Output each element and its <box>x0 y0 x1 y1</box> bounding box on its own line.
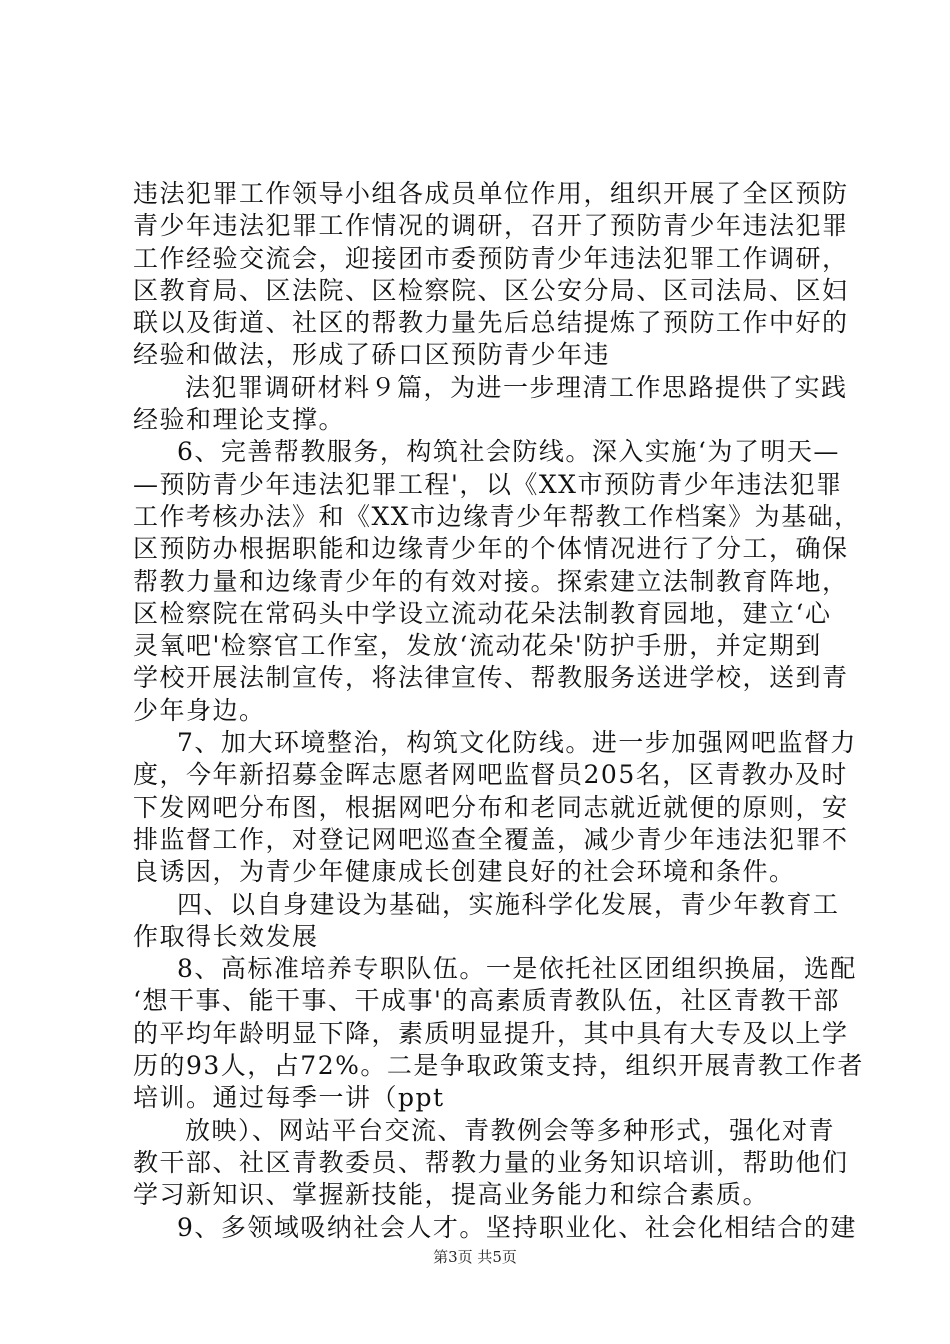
text-line: 灵氧吧'检察官工作室，发放‘流动花朵'防护手册，并定期到 <box>133 631 822 661</box>
text-line: 法犯罪调研材料９篇，为进一步理清工作思路提供了实践 <box>185 372 848 402</box>
text-line: 作取得长效发展 <box>133 921 319 951</box>
text-line: 区教育局、区法院、区检察院、区公安分局、区司法局、区妇 <box>133 275 849 305</box>
text-line: 帮教力量和边缘青少年的有效对接。探索建立法制教育阵地， <box>133 566 849 596</box>
text-line: 6、完善帮教服务，构筑社会防线。深入实施‘为了明天— <box>177 437 840 467</box>
text-line: 良诱因，为青少年健康成长创建良好的社会环境和条件。 <box>133 857 796 887</box>
text-line: 7、加大环境整治，构筑文化防线。进一步加强网吧监督力 <box>177 728 857 758</box>
text-line: 经验和做法，形成了硚口区预防青少年违 <box>133 340 611 370</box>
text-line: 教干部、社区青教委员、帮教力量的业务知识培训，帮助他们 <box>133 1147 849 1177</box>
text-line: 工作考核办法》和《XX市边缘青少年帮教工作档案》为基础， <box>133 501 861 531</box>
text-line: 培训。通过每季一讲（ppt <box>133 1083 445 1113</box>
text-line: 工作经验交流会，迎接团市委预防青少年违法犯罪工作调研， <box>133 243 849 273</box>
body-text <box>133 178 864 1244</box>
text-line: ‘想干事、能干事、干成事'的高素质青教队伍，社区青教干部 <box>133 986 840 1016</box>
text-line: 8、高标准培养专职队伍。一是依托社区团组织换届，选配 <box>177 954 857 984</box>
text-line: 下发网吧分布图，根据网吧分布和老同志就近就便的原则，安 <box>133 792 849 822</box>
text-line: 度，今年新招募金晖志愿者网吧监督员205名，区青教办及时 <box>133 760 848 790</box>
text-line: 青少年违法犯罪工作情况的调研，召开了预防青少年违法犯罪 <box>133 211 849 241</box>
text-line: 经验和理论支撑。 <box>133 405 346 435</box>
text-line: 少年身边。 <box>133 695 266 725</box>
text-line: 历的93人，占72%。二是争取政策支持，组织开展青教工作者 <box>133 1051 864 1081</box>
text-line: 9、多领域吸纳社会人才。坚持职业化、社会化相结合的建 <box>177 1212 857 1242</box>
text-line: —预防青少年违法犯罪工程'，以《XX市预防青少年违法犯罪 <box>133 469 843 499</box>
text-line: 学校开展法制宣传，将法律宣传、帮教服务送进学校，送到青 <box>133 663 849 693</box>
text-line: 区检察院在常码头中学设立流动花朵法制教育园地，建立‘心 <box>133 598 832 628</box>
text-line: 的平均年龄明显下降，素质明显提升，其中具有大专及以上学 <box>133 1018 849 1048</box>
text-line: 学习新知识、掌握新技能，提高业务能力和综合素质。 <box>133 1180 770 1210</box>
text-line: 排监督工作，对登记网吧巡查全覆盖，减少青少年违法犯罪不 <box>133 824 849 854</box>
text-line: 四、以自身建设为基础，实施科学化发展，青少年教育工 <box>177 889 840 919</box>
page-footer: 第3页 共5页 <box>433 1248 517 1266</box>
text-line: 联以及街道、社区的帮教力量先后总结提炼了预防工作中好的 <box>133 308 849 338</box>
text-line: 放映）、网站平台交流、青教例会等多种形式，强化对青 <box>185 1115 836 1145</box>
text-line: 区预防办根据职能和边缘青少年的个体情况进行了分工，确保 <box>133 534 849 564</box>
text-line: 违法犯罪工作领导小组各成员单位作用，组织开展了全区预防 <box>133 179 849 208</box>
